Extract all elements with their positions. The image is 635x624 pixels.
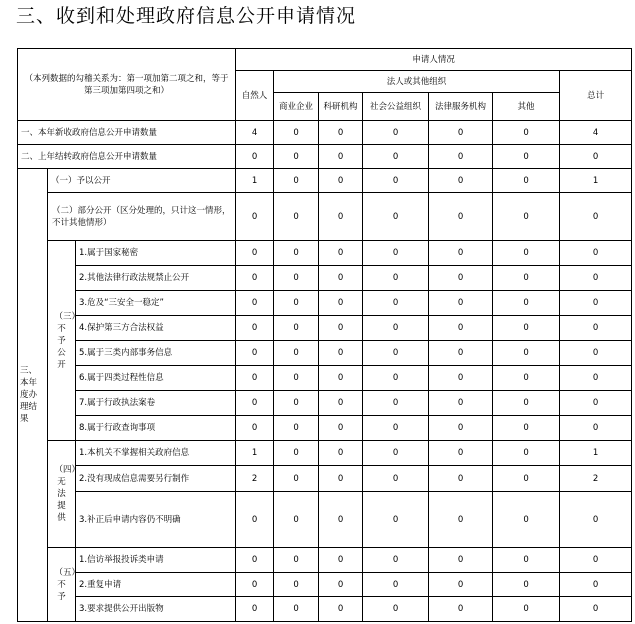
table-row — [18, 573, 632, 597]
value-cell: 0 — [560, 241, 632, 266]
value-cell: 0 — [274, 193, 319, 241]
value-cell: 0 — [363, 416, 429, 441]
value-cell: 0 — [493, 366, 560, 391]
value-cell: 0 — [274, 597, 319, 622]
value-cell: 0 — [493, 169, 560, 193]
value-cell: 0 — [363, 145, 429, 169]
value-cell: 0 — [319, 548, 363, 573]
applicant-header: 申请人情况 — [236, 49, 632, 71]
value-cell: 0 — [429, 391, 493, 416]
col-header-research: 科研机构 — [319, 93, 363, 121]
value-cell: 0 — [429, 193, 493, 241]
value-cell: 0 — [493, 145, 560, 169]
value-cell: 0 — [363, 466, 429, 492]
table-row — [18, 316, 632, 341]
col-header-other: 其他 — [493, 93, 560, 121]
table-row — [18, 441, 632, 466]
value-cell: 0 — [363, 366, 429, 391]
value-cell: 0 — [319, 597, 363, 622]
value-cell: 0 — [493, 441, 560, 466]
row-label: 二、上年结转政府信息公开申请数量 — [18, 145, 236, 169]
value-cell: 0 — [274, 492, 319, 548]
page-title: 三、收到和处理政府信息公开申请情况 — [16, 5, 357, 27]
value-cell: 0 — [274, 291, 319, 316]
value-cell: 0 — [493, 291, 560, 316]
value-cell: 0 — [493, 391, 560, 416]
value-cell: 0 — [319, 441, 363, 466]
value-cell: 0 — [319, 573, 363, 597]
value-cell: 0 — [274, 391, 319, 416]
value-cell: 1 — [560, 169, 632, 193]
value-cell: 0 — [493, 193, 560, 241]
table-row — [18, 169, 632, 193]
col-header-public-welfare: 社会公益组织 — [363, 93, 429, 121]
value-cell: 0 — [236, 366, 274, 391]
value-cell: 0 — [274, 169, 319, 193]
table-row — [18, 193, 632, 241]
value-cell: 0 — [363, 341, 429, 366]
value-cell: 2 — [560, 466, 632, 492]
value-cell: 0 — [319, 366, 363, 391]
value-cell: 0 — [429, 492, 493, 548]
table-row — [18, 241, 632, 266]
value-cell: 0 — [493, 597, 560, 622]
row-label: 1.信访举报投诉类申请 — [76, 548, 236, 573]
value-cell: 0 — [236, 391, 274, 416]
value-cell: 0 — [429, 291, 493, 316]
value-cell: 0 — [363, 121, 429, 145]
value-cell: 2 — [236, 466, 274, 492]
table-row — [18, 145, 632, 169]
value-cell: 0 — [493, 241, 560, 266]
group-label — [48, 441, 81, 548]
value-cell: 0 — [363, 193, 429, 241]
value-cell: 0 — [429, 341, 493, 366]
value-cell: 0 — [274, 266, 319, 291]
table-row — [18, 366, 632, 391]
table-row — [18, 492, 632, 548]
row-label: 1.属于国家秘密 — [76, 241, 236, 266]
value-cell: 0 — [429, 266, 493, 291]
value-cell: 1 — [236, 169, 274, 193]
value-cell: 0 — [236, 416, 274, 441]
value-cell: 0 — [560, 548, 632, 573]
legal-group-header: 法人或其他组织 — [274, 71, 560, 93]
value-cell: 0 — [429, 241, 493, 266]
value-cell: 0 — [236, 291, 274, 316]
value-cell: 0 — [236, 548, 274, 573]
value-cell: 0 — [319, 416, 363, 441]
group-label-text: （四）无法提供 — [54, 465, 81, 523]
value-cell: 0 — [560, 145, 632, 169]
value-cell: 0 — [319, 266, 363, 291]
row-label: 3.危及“三安全一稳定” — [76, 291, 236, 316]
col-header-business: 商业企业 — [274, 93, 319, 121]
value-cell: 0 — [274, 573, 319, 597]
row-label: 1.本机关不掌握相关政府信息 — [76, 441, 236, 466]
value-cell: 0 — [363, 548, 429, 573]
table-row — [18, 597, 632, 622]
table-row — [18, 291, 632, 316]
value-cell: 0 — [493, 316, 560, 341]
value-cell: 0 — [493, 266, 560, 291]
value-cell: 0 — [493, 573, 560, 597]
value-cell: 0 — [319, 341, 363, 366]
row-label: 一、本年新收政府信息公开申请数量 — [18, 121, 236, 145]
value-cell: 0 — [319, 391, 363, 416]
value-cell: 0 — [236, 241, 274, 266]
value-cell: 0 — [429, 466, 493, 492]
row-label: 3.补正后申请内容仍不明确 — [76, 492, 236, 548]
value-cell: 0 — [319, 145, 363, 169]
value-cell: 0 — [319, 193, 363, 241]
value-cell: 0 — [429, 573, 493, 597]
group-label — [48, 548, 81, 622]
value-cell: 0 — [274, 316, 319, 341]
row-label: 8.属于行政查询事项 — [76, 416, 236, 441]
value-cell: 0 — [429, 121, 493, 145]
value-cell: 0 — [560, 416, 632, 441]
value-cell: 0 — [560, 266, 632, 291]
value-cell: 0 — [236, 193, 274, 241]
value-cell: 0 — [429, 145, 493, 169]
value-cell: 0 — [274, 441, 319, 466]
value-cell: 0 — [236, 316, 274, 341]
row-label: 2.没有现成信息需要另行制作 — [76, 466, 236, 492]
value-cell: 0 — [319, 241, 363, 266]
value-cell: 0 — [429, 548, 493, 573]
value-cell: 0 — [493, 466, 560, 492]
header-row-1 — [18, 49, 632, 71]
value-cell: 0 — [274, 466, 319, 492]
value-cell: 0 — [560, 193, 632, 241]
value-cell: 0 — [560, 291, 632, 316]
value-cell: 0 — [363, 316, 429, 341]
section-label: 三、本年度办理结果 — [18, 169, 48, 622]
value-cell: 0 — [363, 391, 429, 416]
value-cell: 0 — [319, 121, 363, 145]
row-label: 7.属于行政执法案卷 — [76, 391, 236, 416]
group-label-text: （三）不予公开 — [54, 311, 81, 370]
value-cell: 0 — [493, 492, 560, 548]
value-cell: 0 — [560, 341, 632, 366]
value-cell: 0 — [319, 316, 363, 341]
value-cell: 0 — [319, 291, 363, 316]
value-cell: 0 — [363, 266, 429, 291]
value-cell: 0 — [236, 266, 274, 291]
value-cell: 0 — [274, 121, 319, 145]
note-cell: （本列数据的勾稽关系为：第一项加第二项之和，等于第三项加第四项之和） — [18, 49, 236, 121]
table-row — [18, 416, 632, 441]
value-cell: 0 — [560, 391, 632, 416]
value-cell: 0 — [493, 416, 560, 441]
value-cell: 0 — [560, 492, 632, 548]
value-cell: 0 — [560, 573, 632, 597]
value-cell: 4 — [560, 121, 632, 145]
value-cell: 0 — [319, 466, 363, 492]
value-cell: 0 — [319, 169, 363, 193]
value-cell: 0 — [274, 548, 319, 573]
value-cell: 0 — [363, 597, 429, 622]
value-cell: 0 — [319, 492, 363, 548]
row-label: 2.重复申请 — [76, 573, 236, 597]
value-cell: 0 — [560, 597, 632, 622]
value-cell: 0 — [560, 316, 632, 341]
value-cell: 0 — [274, 366, 319, 391]
value-cell: 0 — [274, 145, 319, 169]
value-cell: 1 — [560, 441, 632, 466]
natural-person-header: 自然人 — [236, 71, 274, 121]
col-header-legal-service: 法律服务机构 — [429, 93, 493, 121]
table-row — [18, 548, 632, 573]
row-label: 3.要求提供公开出版物 — [76, 597, 236, 622]
row-label: 4.保护第三方合法权益 — [76, 316, 236, 341]
value-cell: 0 — [560, 366, 632, 391]
group-label — [48, 241, 81, 441]
value-cell: 0 — [429, 366, 493, 391]
value-cell: 0 — [236, 573, 274, 597]
total-header: 总计 — [560, 71, 632, 121]
value-cell: 0 — [429, 316, 493, 341]
row-label: 5.属于三类内部事务信息 — [76, 341, 236, 366]
value-cell: 0 — [363, 241, 429, 266]
value-cell: 0 — [429, 597, 493, 622]
value-cell: 0 — [493, 121, 560, 145]
table-row — [18, 121, 632, 145]
value-cell: 0 — [429, 169, 493, 193]
value-cell: 0 — [363, 573, 429, 597]
table-row — [18, 391, 632, 416]
row-label: 2.其他法律行政法规禁止公开 — [76, 266, 236, 291]
value-cell: 0 — [363, 291, 429, 316]
value-cell: 0 — [429, 416, 493, 441]
group-label-text: （五）不予 — [54, 567, 81, 602]
row-label: （二）部分公开（区分处理的，只计这一情形，不计其他情形） — [48, 193, 236, 241]
value-cell: 0 — [274, 241, 319, 266]
row-label: 6.属于四类过程性信息 — [76, 366, 236, 391]
disclosure-table — [17, 48, 632, 622]
value-cell: 0 — [363, 492, 429, 548]
value-cell: 0 — [493, 548, 560, 573]
value-cell: 0 — [363, 441, 429, 466]
row-label: （一）予以公开 — [48, 169, 236, 193]
value-cell: 0 — [429, 441, 493, 466]
value-cell: 4 — [236, 121, 274, 145]
table-row — [18, 466, 632, 492]
table-row — [18, 341, 632, 366]
value-cell: 0 — [236, 341, 274, 366]
table-row — [18, 266, 632, 291]
value-cell: 0 — [274, 416, 319, 441]
value-cell: 0 — [236, 597, 274, 622]
value-cell: 0 — [493, 341, 560, 366]
value-cell: 0 — [363, 169, 429, 193]
value-cell: 0 — [236, 492, 274, 548]
value-cell: 0 — [236, 145, 274, 169]
value-cell: 0 — [274, 341, 319, 366]
value-cell: 1 — [236, 441, 274, 466]
